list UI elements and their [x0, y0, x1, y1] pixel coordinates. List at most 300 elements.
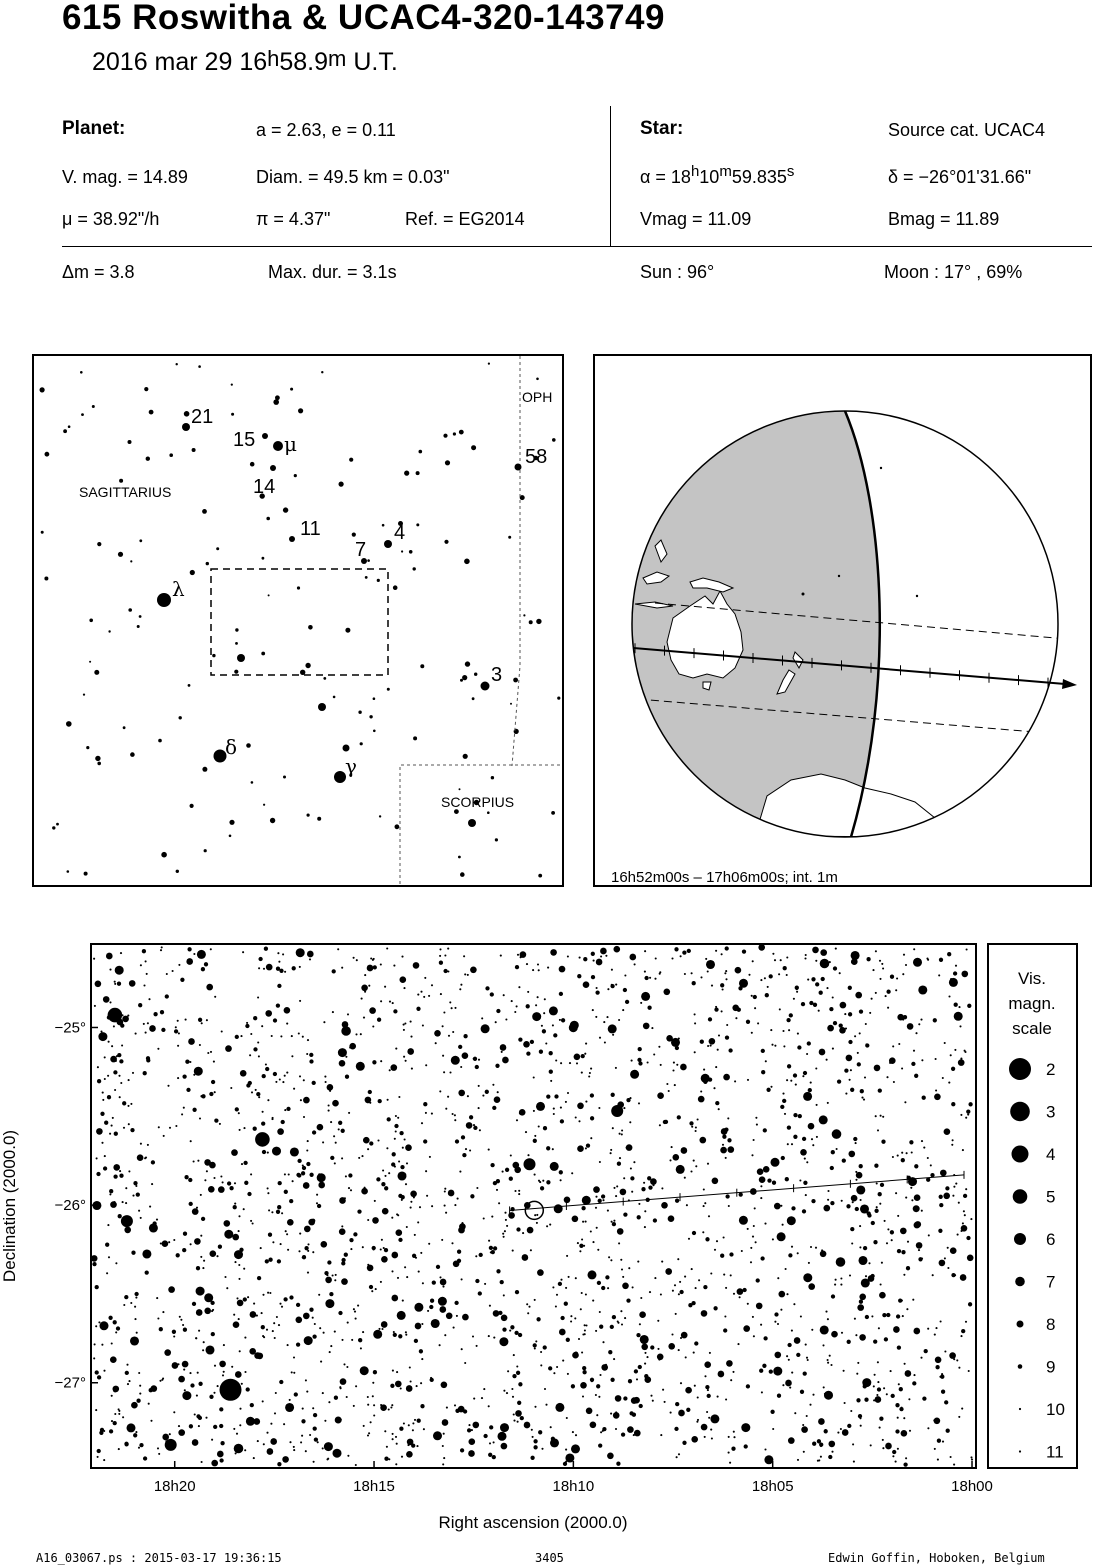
field-star [258, 1055, 260, 1057]
field-star [327, 1084, 334, 1091]
field-star [806, 1357, 808, 1359]
field-star [416, 1445, 418, 1447]
field-star [102, 1092, 104, 1094]
field-star [279, 1303, 281, 1305]
field-star [219, 1407, 223, 1411]
label-delta: δ [225, 735, 238, 759]
field-star [901, 1430, 908, 1437]
field-star [549, 1070, 553, 1074]
field-star [97, 1079, 101, 1083]
field-star [829, 1007, 833, 1011]
label-58: 58 [525, 446, 548, 468]
field-star [101, 1142, 103, 1144]
field-star [666, 1083, 668, 1085]
field-star [145, 960, 147, 962]
field-star [725, 1398, 727, 1400]
field-star [303, 1313, 310, 1320]
field-star [325, 1081, 327, 1083]
field-star [565, 1287, 567, 1289]
field-star [747, 1228, 749, 1230]
field-star [118, 1448, 120, 1450]
field-star [302, 1166, 306, 1170]
field-star [238, 1318, 240, 1320]
field-star [575, 1116, 577, 1118]
field-star [876, 1182, 878, 1184]
field-star [584, 1329, 586, 1331]
field-star [244, 1449, 246, 1451]
field-star [947, 952, 951, 956]
field-star [897, 1249, 901, 1253]
field-star [448, 1190, 455, 1197]
field-star [214, 1118, 218, 1122]
field-star [230, 1087, 232, 1089]
field-star [363, 1017, 365, 1019]
field-star [95, 1409, 97, 1411]
field-star [823, 1386, 825, 1388]
field-star [106, 953, 113, 960]
field-star [453, 1327, 455, 1329]
field-star [532, 969, 534, 971]
field-star [180, 1319, 182, 1321]
field-star [104, 1078, 106, 1080]
field-star [569, 1062, 571, 1064]
field-star [282, 1456, 289, 1463]
field-star [671, 1146, 673, 1148]
field-star [292, 966, 296, 970]
field-star [479, 1129, 481, 1131]
field-star [940, 1170, 947, 1177]
field-star [277, 952, 279, 954]
field-star [662, 1389, 664, 1391]
field-star [901, 1152, 903, 1154]
field-star [512, 1250, 514, 1252]
field-star [451, 1242, 453, 1244]
field-star [533, 1445, 537, 1449]
field-star [401, 1195, 405, 1199]
field-star [595, 1207, 597, 1209]
field-star [842, 1158, 846, 1162]
field-star [104, 1056, 106, 1058]
field-star [795, 986, 799, 990]
field-star [417, 1221, 419, 1223]
field-star [572, 1352, 579, 1359]
field-star [854, 1318, 856, 1320]
target-star-marker [525, 1201, 543, 1219]
finder-faint-star [190, 804, 194, 808]
field-star [871, 1315, 873, 1317]
field-star [210, 1051, 212, 1053]
field-star [503, 1390, 505, 1392]
field-star [417, 1419, 421, 1423]
field-star [516, 1227, 520, 1231]
field-star [611, 1221, 613, 1223]
finder-faint-star [460, 872, 465, 877]
field-star [459, 1171, 461, 1173]
field-star [863, 1099, 865, 1101]
field-star [878, 1088, 882, 1092]
star-mu [273, 441, 283, 451]
field-star [786, 974, 788, 976]
field-star [950, 1247, 957, 1254]
field-star [425, 1170, 427, 1172]
field-star [132, 1072, 134, 1074]
field-star [962, 1149, 964, 1151]
finder-faint-star [89, 619, 93, 623]
field-star [874, 1209, 878, 1213]
field-star [890, 1370, 892, 1372]
field-star [458, 1227, 465, 1234]
field-star [726, 1360, 733, 1367]
field-star [127, 1015, 129, 1017]
field-star [148, 998, 150, 1000]
field-star [615, 1428, 617, 1430]
field-star [209, 1395, 213, 1399]
finder-faint-star [413, 736, 417, 740]
field-star [200, 1256, 202, 1258]
field-star [381, 1256, 388, 1263]
field-star [722, 1144, 724, 1146]
field-star [402, 1147, 404, 1149]
field-star [464, 1362, 466, 1364]
finder-faint-star [508, 536, 511, 539]
footer-file-info: A16_03067.ps : 2015-03-17 19:36:15 [36, 1551, 282, 1565]
field-star [544, 998, 546, 1000]
field-star [778, 973, 780, 975]
label-11: 11 [300, 518, 321, 540]
field-star [597, 1249, 599, 1251]
field-star [780, 959, 782, 961]
field-star [803, 1273, 812, 1282]
field-star [797, 1033, 799, 1035]
field-star [739, 1296, 741, 1298]
field-star [664, 1401, 666, 1403]
field-star [272, 1241, 274, 1243]
field-star [724, 972, 726, 974]
field-star [550, 1162, 559, 1171]
field-star [201, 967, 205, 971]
field-star [950, 1054, 952, 1056]
field-star [798, 1114, 802, 1118]
field-star [716, 1240, 718, 1242]
field-star [549, 1006, 558, 1015]
field-star [883, 1387, 885, 1389]
field-star [848, 986, 852, 990]
field-star [451, 1007, 453, 1009]
field-star [644, 1226, 646, 1228]
field-star [608, 1350, 612, 1354]
field-star [720, 1254, 724, 1258]
field-star [703, 1069, 705, 1071]
field-star [592, 1241, 594, 1243]
finder-faint-star [465, 661, 470, 666]
field-star [859, 1334, 866, 1341]
finder-faint-star [97, 542, 101, 546]
field-star [803, 1092, 812, 1101]
planet-vmag: V. mag. = 14.89 [62, 167, 188, 187]
field-star [440, 993, 442, 995]
field-star [954, 1049, 956, 1051]
field-star [774, 959, 776, 961]
field-star [903, 1417, 905, 1419]
field-star [503, 994, 505, 996]
field-star [361, 998, 363, 1000]
field-star [852, 1201, 854, 1203]
field-star [672, 1154, 679, 1161]
field-star [786, 1079, 788, 1081]
field-star [850, 1227, 854, 1231]
field-star [637, 1215, 641, 1219]
field-star [524, 1422, 531, 1429]
field-star [735, 1017, 737, 1019]
field-star [725, 1194, 729, 1198]
finder-faint-star [128, 440, 132, 444]
field-star [468, 1438, 475, 1445]
field-star [225, 1045, 232, 1052]
field-star [625, 1000, 629, 1004]
field-star [626, 1298, 630, 1302]
field-star [128, 1170, 130, 1172]
finder-faint-star [409, 550, 413, 554]
bright-star [524, 1158, 536, 1170]
field-star [96, 1128, 103, 1135]
field-star [243, 1161, 247, 1165]
field-star [304, 1226, 311, 1233]
field-star [267, 1448, 274, 1455]
field-star [167, 1085, 169, 1087]
field-star [636, 1378, 638, 1380]
field-star [535, 1004, 537, 1006]
field-star [939, 1203, 943, 1207]
field-star [289, 1441, 291, 1443]
field-star [787, 1216, 796, 1225]
field-star [861, 1097, 863, 1099]
field-star [895, 1192, 897, 1194]
field-star [418, 1271, 420, 1273]
field-star [533, 1439, 537, 1443]
field-star [803, 1181, 807, 1185]
field-star [833, 966, 837, 970]
field-star [323, 1021, 325, 1023]
field-star [396, 1371, 398, 1373]
field-star [597, 1281, 601, 1285]
field-star [526, 963, 528, 965]
field-star [832, 996, 834, 998]
field-star [886, 1242, 888, 1244]
field-star [195, 1337, 197, 1339]
star-field-2 [318, 703, 326, 711]
field-star [585, 1221, 587, 1223]
bright-star [255, 1132, 270, 1147]
field-star [856, 1373, 858, 1375]
field-star [571, 1384, 575, 1388]
field-star [595, 1196, 597, 1198]
field-star [403, 1024, 405, 1026]
field-star [517, 954, 519, 956]
field-star [131, 1251, 135, 1255]
field-star [717, 1396, 719, 1398]
field-star [488, 1240, 490, 1242]
field-star [907, 1023, 914, 1030]
field-star [494, 1096, 501, 1103]
field-star [540, 1364, 542, 1366]
field-star [345, 1056, 347, 1058]
field-star [559, 966, 566, 973]
field-star [113, 1320, 117, 1324]
field-star [180, 978, 184, 982]
field-star [802, 1209, 806, 1213]
field-star [679, 1290, 683, 1294]
field-star [850, 1069, 852, 1071]
field-star [592, 1300, 594, 1302]
field-star [169, 1127, 171, 1129]
field-star [970, 1218, 972, 1220]
field-star [481, 1024, 490, 1033]
field-star [406, 1385, 413, 1392]
field-star [414, 1339, 418, 1343]
field-star [478, 1085, 480, 1087]
field-star [968, 1370, 970, 1372]
field-star [881, 963, 883, 965]
field-star [193, 953, 195, 955]
field-star [286, 1072, 288, 1074]
field-star [347, 1013, 349, 1015]
field-star [205, 1417, 207, 1419]
field-star [250, 1033, 252, 1035]
field-star [777, 1323, 779, 1325]
field-star [953, 1358, 955, 1360]
field-star [892, 1045, 894, 1047]
field-star [203, 1341, 205, 1343]
finder-faint-star [474, 673, 477, 676]
field-star [825, 1311, 827, 1313]
field-star [317, 1441, 319, 1443]
field-star [537, 1269, 544, 1276]
field-star [402, 1300, 404, 1302]
field-star [772, 1238, 774, 1240]
field-star [361, 1188, 368, 1195]
alpha-minutes: 10 [699, 167, 720, 187]
field-star [408, 1424, 410, 1426]
field-star [855, 1207, 859, 1211]
field-star [372, 1060, 376, 1064]
field-star [777, 1232, 786, 1241]
field-star [723, 1236, 725, 1238]
field-star [815, 982, 819, 986]
field-star [665, 1268, 672, 1275]
field-star [821, 977, 825, 981]
field-star [233, 1314, 235, 1316]
field-star [281, 1120, 285, 1124]
field-star [266, 1432, 268, 1434]
finder-faint-star [472, 697, 475, 700]
field-star [355, 1318, 357, 1320]
finder-faint-star [401, 550, 403, 552]
finder-faint-star [463, 754, 468, 759]
field-star [581, 1292, 583, 1294]
field-star [119, 1174, 123, 1178]
field-star [728, 1436, 730, 1438]
field-star [873, 1339, 877, 1343]
field-star [500, 955, 502, 957]
field-star [754, 1007, 756, 1009]
star-lambda [157, 593, 171, 607]
field-star [602, 1199, 604, 1201]
field-star [255, 1089, 257, 1091]
field-star [897, 1215, 899, 1217]
star-3 [481, 682, 490, 691]
field-star [815, 1067, 817, 1069]
field-star [921, 1210, 923, 1212]
field-star [93, 958, 95, 960]
field-star [705, 1385, 709, 1389]
field-star [211, 1332, 215, 1336]
finder-faint-star [323, 677, 326, 680]
field-star [809, 1001, 813, 1005]
field-star [520, 951, 527, 958]
field-star [845, 1093, 847, 1095]
field-star [670, 1412, 672, 1414]
field-star [341, 1339, 343, 1341]
field-star [791, 1143, 793, 1145]
field-star [641, 1187, 645, 1191]
field-star [901, 1407, 903, 1409]
legend-dot [1013, 1189, 1028, 1204]
field-star [700, 1040, 704, 1044]
field-star [927, 959, 929, 961]
field-star [387, 1099, 389, 1101]
field-star [346, 1366, 348, 1368]
field-star [125, 1202, 127, 1204]
field-star [353, 1405, 355, 1407]
field-star [873, 1399, 875, 1401]
field-star [777, 1277, 779, 1279]
field-star [447, 948, 449, 950]
field-star [498, 1202, 500, 1204]
bright-star [832, 1129, 842, 1139]
field-star [353, 1308, 355, 1310]
field-star [185, 1060, 189, 1064]
field-star [238, 1230, 240, 1232]
field-star [928, 1234, 930, 1236]
field-star [571, 1444, 580, 1453]
legend-mag-label: 5 [1046, 1187, 1056, 1207]
field-star [595, 1394, 597, 1396]
field-star [764, 1448, 766, 1450]
field-star [785, 1268, 787, 1270]
field-star [451, 1056, 460, 1065]
field-star [623, 1177, 625, 1179]
field-star [968, 1102, 972, 1106]
field-star [922, 1096, 926, 1100]
field-star [204, 962, 208, 966]
field-star [400, 1165, 404, 1169]
field-star [805, 1344, 807, 1346]
field-star [759, 1369, 763, 1373]
field-star [267, 1292, 269, 1294]
field-star [483, 1217, 485, 1219]
field-star [602, 1341, 604, 1343]
field-star [674, 947, 678, 951]
field-star [516, 1119, 518, 1121]
field-star [293, 1088, 295, 1090]
field-star [777, 1394, 781, 1398]
field-star [391, 1270, 393, 1272]
field-star [267, 1152, 269, 1154]
field-star [783, 1045, 785, 1047]
legend-title-line3: scale [1012, 1019, 1052, 1038]
field-star [449, 1001, 451, 1003]
field-star [713, 1306, 717, 1310]
